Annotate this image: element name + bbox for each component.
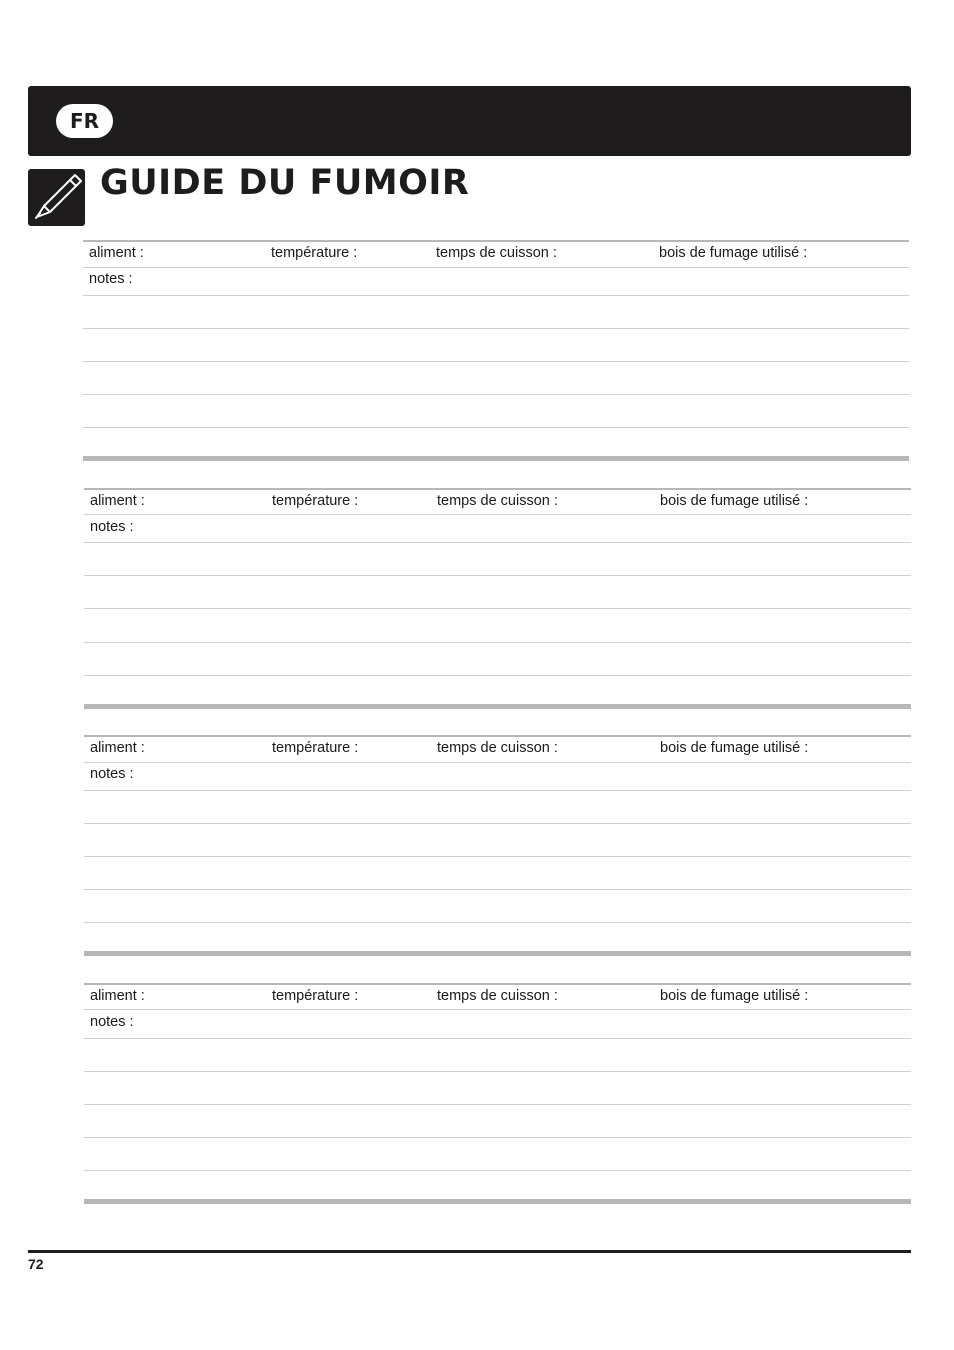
cooking-time-label: temps de cuisson : bbox=[437, 493, 558, 509]
food-label: aliment : bbox=[90, 988, 145, 1004]
writing-line bbox=[84, 542, 911, 543]
food-label: aliment : bbox=[90, 493, 145, 509]
writing-line bbox=[84, 1104, 911, 1105]
cooking-time-label: temps de cuisson : bbox=[436, 245, 557, 261]
notes-label: notes : bbox=[90, 519, 134, 535]
writing-line bbox=[83, 295, 909, 296]
wood-label: bois de fumage utilisé : bbox=[660, 740, 809, 756]
writing-line bbox=[84, 1170, 911, 1171]
writing-line bbox=[83, 427, 909, 428]
entry-top-rule bbox=[83, 240, 909, 242]
writing-line bbox=[84, 1137, 911, 1138]
smoking-log-entry bbox=[84, 735, 911, 960]
writing-line bbox=[84, 1009, 911, 1010]
header-bar bbox=[28, 86, 911, 156]
writing-line bbox=[83, 361, 909, 362]
smoking-log-entry bbox=[83, 240, 909, 465]
entry-bottom-rule bbox=[84, 1199, 911, 1204]
page-title: GUIDE DU FUMOIR bbox=[100, 163, 470, 203]
writing-line bbox=[84, 514, 911, 515]
entry-bottom-rule bbox=[83, 456, 909, 461]
page-number: 72 bbox=[28, 1256, 44, 1272]
cooking-time-label: temps de cuisson : bbox=[437, 988, 558, 1004]
pencil-icon bbox=[28, 169, 85, 226]
writing-line bbox=[83, 394, 909, 395]
language-badge: FR bbox=[56, 104, 113, 138]
food-label: aliment : bbox=[89, 245, 144, 261]
entry-top-rule bbox=[84, 488, 911, 490]
writing-line bbox=[84, 790, 911, 791]
writing-line bbox=[84, 675, 911, 676]
temperature-label: température : bbox=[272, 988, 359, 1004]
entry-bottom-rule bbox=[84, 951, 911, 956]
writing-line bbox=[84, 642, 911, 643]
writing-line bbox=[83, 328, 909, 329]
entry-top-rule bbox=[84, 735, 911, 737]
temperature-label: température : bbox=[271, 245, 358, 261]
notes-label: notes : bbox=[89, 271, 133, 287]
smoking-log-entry bbox=[84, 488, 911, 713]
notes-label: notes : bbox=[90, 1014, 134, 1030]
temperature-label: température : bbox=[272, 740, 359, 756]
food-label: aliment : bbox=[90, 740, 145, 756]
writing-line bbox=[84, 608, 911, 609]
notes-label: notes : bbox=[90, 766, 134, 782]
writing-line bbox=[84, 762, 911, 763]
smoking-log-entry bbox=[84, 983, 911, 1208]
temperature-label: température : bbox=[272, 493, 359, 509]
entry-bottom-rule bbox=[84, 704, 911, 709]
footer-rule bbox=[28, 1250, 911, 1253]
writing-line bbox=[84, 922, 911, 923]
writing-line bbox=[83, 267, 909, 268]
wood-label: bois de fumage utilisé : bbox=[660, 988, 809, 1004]
entry-top-rule bbox=[84, 983, 911, 985]
writing-line bbox=[84, 1038, 911, 1039]
writing-line bbox=[84, 1071, 911, 1072]
cooking-time-label: temps de cuisson : bbox=[437, 740, 558, 756]
wood-label: bois de fumage utilisé : bbox=[660, 493, 809, 509]
wood-label: bois de fumage utilisé : bbox=[659, 245, 808, 261]
writing-line bbox=[84, 856, 911, 857]
writing-line bbox=[84, 575, 911, 576]
writing-line bbox=[84, 889, 911, 890]
writing-line bbox=[84, 823, 911, 824]
